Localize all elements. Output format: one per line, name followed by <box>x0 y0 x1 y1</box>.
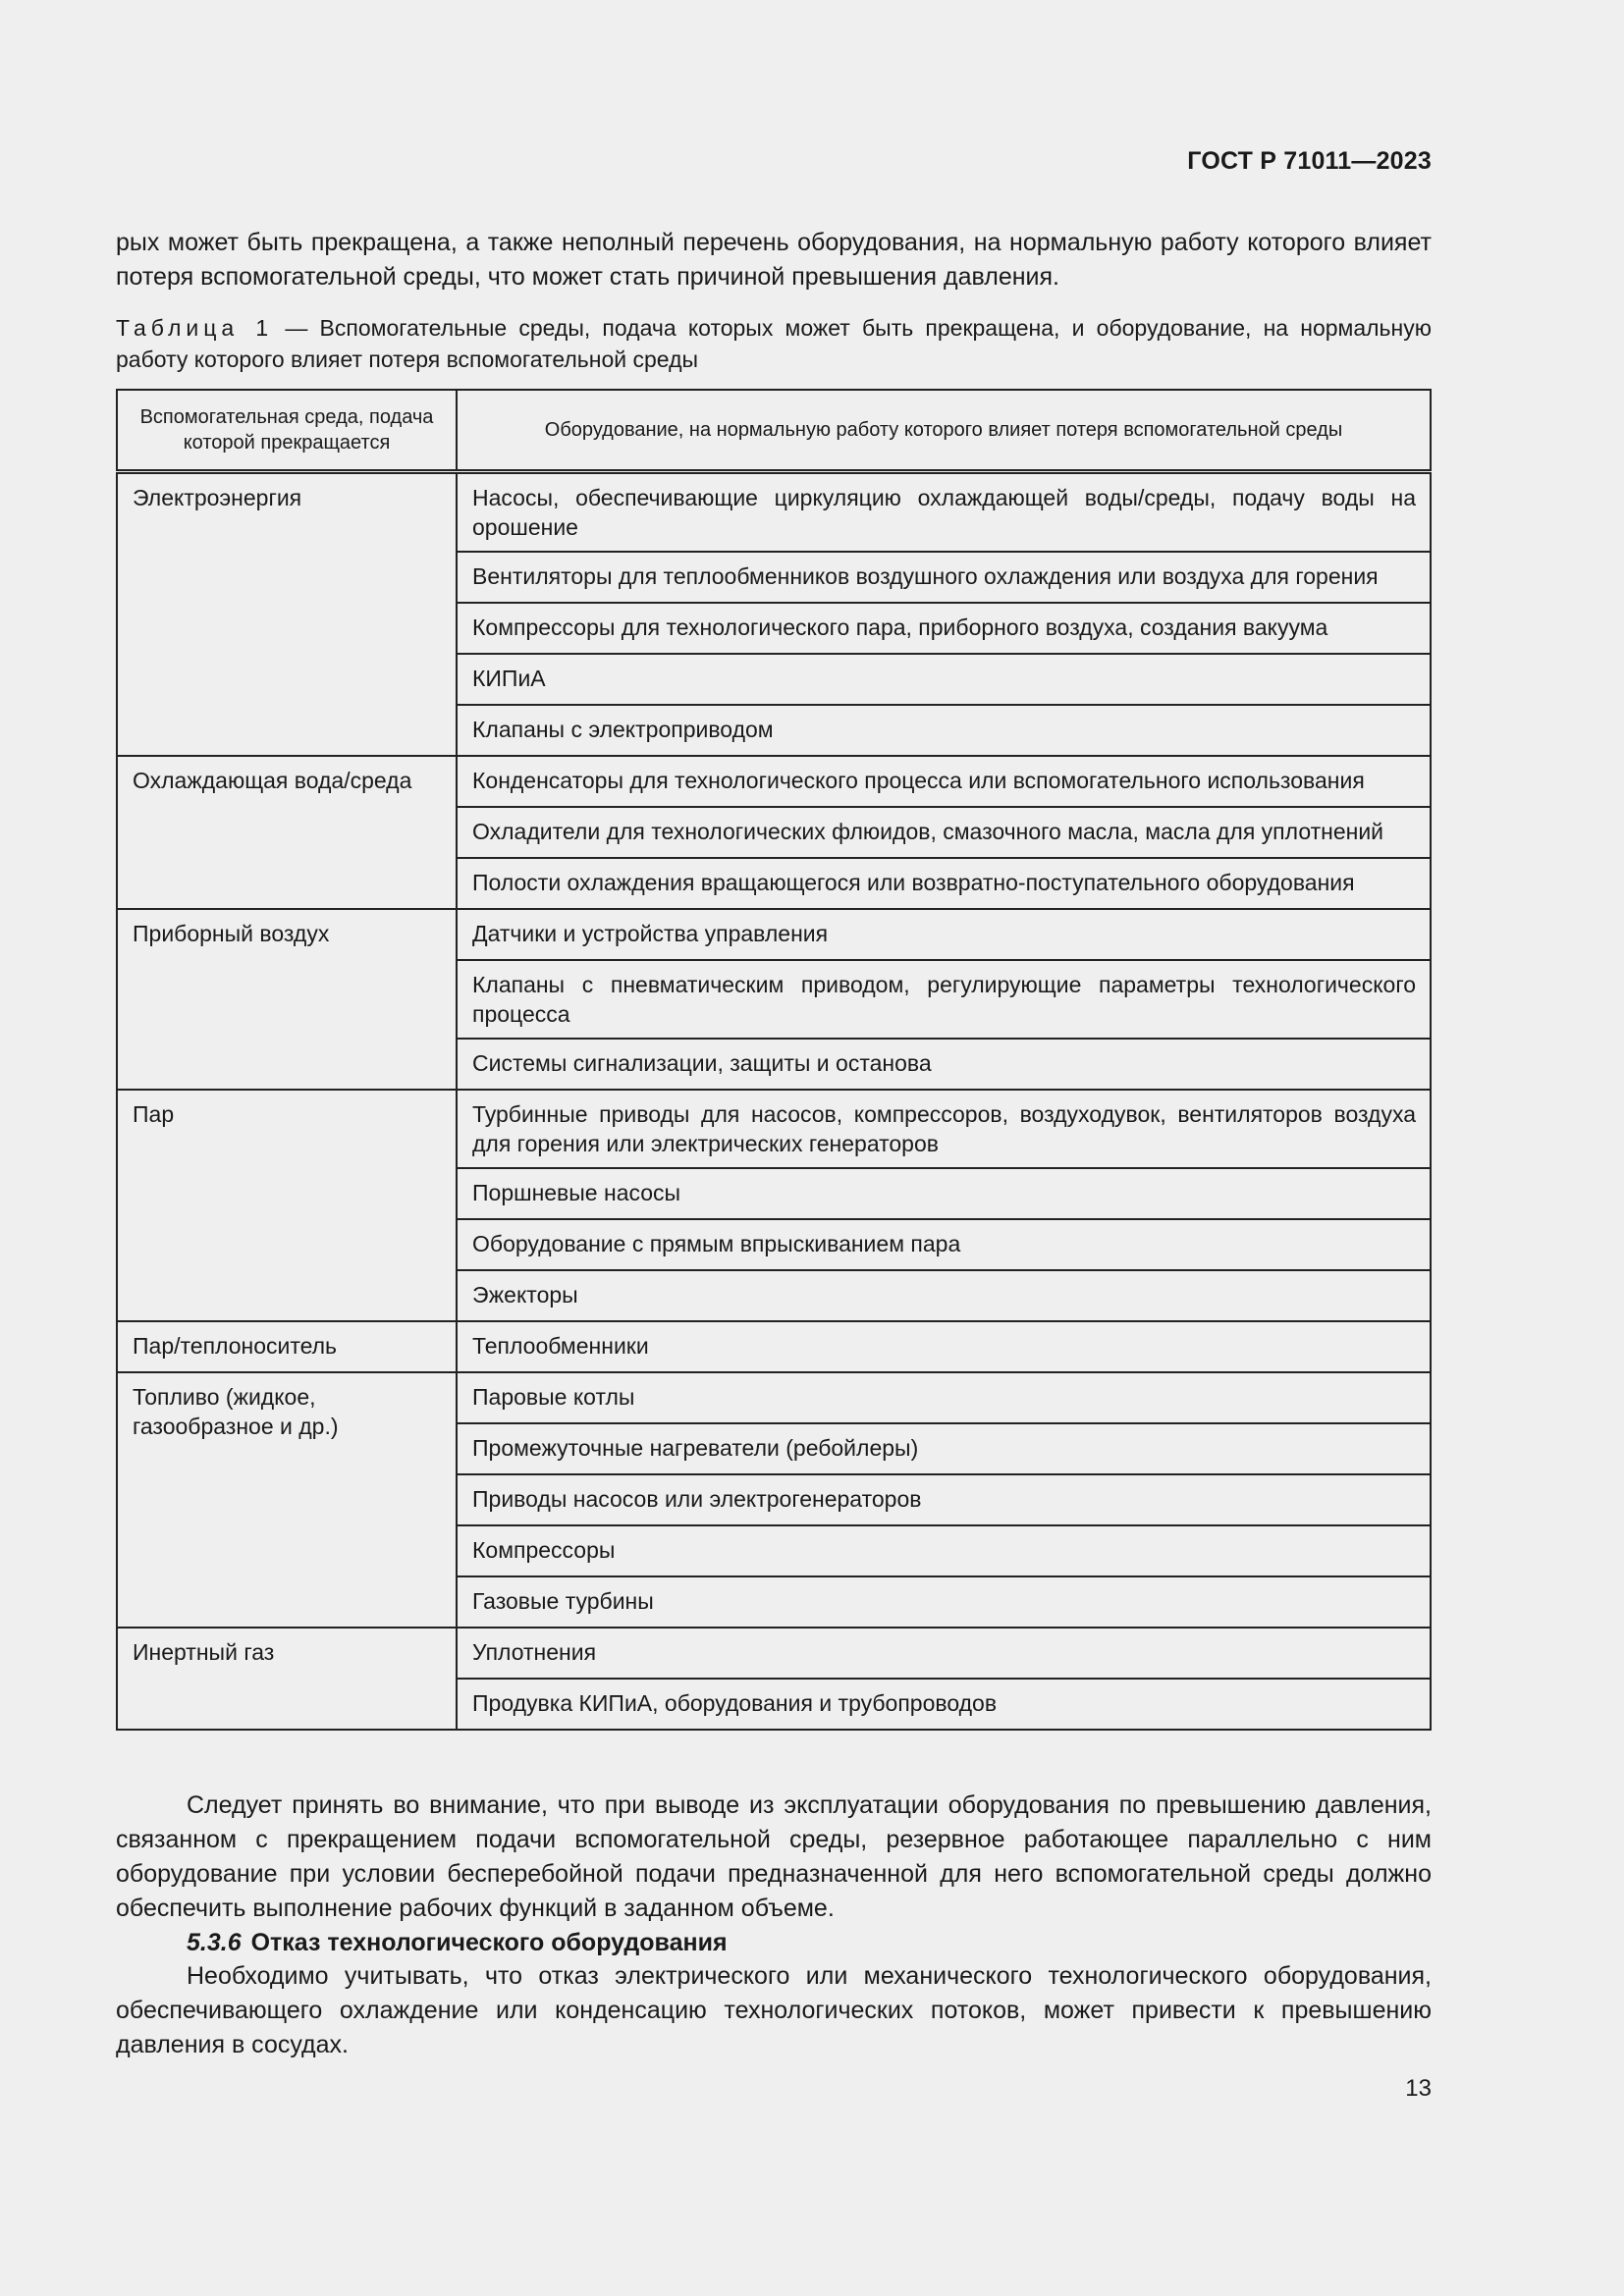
equipment-cell: Компрессоры для технологического пара, приборного воздуха, создания вакуума <box>457 603 1431 654</box>
section-paragraph: Необходимо учитывать, что отказ электрического или механического технологического оборудования, обеспечивающего охлаждение или конденсацию технологических потоков, может привести к превышению давления в сосудах. <box>116 1962 1432 2058</box>
table-row <box>117 909 1431 960</box>
equipment-cell: Полости охлаждения вращающегося или возвратно-поступательного оборудования <box>457 858 1431 909</box>
table-body <box>117 472 1431 1731</box>
column-header-medium: Вспомогательная среда, подача которой прекращается <box>117 390 457 472</box>
equipment-cell: Датчики и устройства управления <box>457 909 1431 960</box>
medium-cell: Топливо (жидкое, газообразное и др.) <box>117 1372 457 1628</box>
equipment-cell: Промежуточные нагреватели (ребойлеры) <box>457 1423 1431 1474</box>
equipment-cell: Клапаны с электроприводом <box>457 705 1431 756</box>
table-row <box>117 756 1431 807</box>
equipment-cell: Эжекторы <box>457 1270 1431 1321</box>
equipment-cell: Уплотнения <box>457 1628 1431 1679</box>
intro-paragraph: рых может быть прекращена, а также неполный перечень оборудования, на нормальную работу которого влияет потеря вспомогательной среды, что может стать причиной превышения давления. <box>116 229 1432 291</box>
equipment-cell: Вентиляторы для теплообменников воздушного охлаждения или воздуха для горения <box>457 552 1431 603</box>
medium-cell: Инертный газ <box>117 1628 457 1730</box>
document-id-header: ГОСТ Р 71011—2023 <box>1187 147 1432 175</box>
table-row <box>117 1628 1431 1679</box>
after-table-section <box>116 1789 1432 2062</box>
equipment-cell: Продувка КИПиА, оборудования и трубопроводов <box>457 1679 1431 1730</box>
equipment-cell: КИПиА <box>457 654 1431 705</box>
table-row <box>117 472 1431 553</box>
page-number: 13 <box>1405 2075 1432 2102</box>
section-title: Отказ технологического оборудования <box>250 1929 728 1956</box>
medium-cell: Приборный воздух <box>117 909 457 1090</box>
equipment-cell: Конденсаторы для технологического процесса или вспомогательного использования <box>457 756 1431 807</box>
medium-cell: Пар <box>117 1090 457 1321</box>
equipment-cell: Системы сигнализации, защиты и останова <box>457 1039 1431 1090</box>
equipment-cell: Турбинные приводы для насосов, компрессоров, воздуходувок, вентиляторов воздуха для горения или электрических генераторов <box>457 1090 1431 1168</box>
equipment-cell: Оборудование с прямым впрыскиванием пара <box>457 1219 1431 1270</box>
section-heading <box>116 1926 1432 1959</box>
table-header-row <box>117 390 1431 472</box>
table-caption <box>116 312 1432 375</box>
table-row <box>117 1321 1431 1372</box>
equipment-cell: Поршневые насосы <box>457 1168 1431 1219</box>
equipment-cell: Компрессоры <box>457 1525 1431 1576</box>
after-table-paragraph: Следует принять во внимание, что при выводе из эксплуатации оборудования по превышению давления, связанном с прекращением подачи вспомогательной среды, резервное работающее параллельно с ним оборудование при условии бесперебойной подачи предназначенной для него вспомогательной среды должно обеспечить выполнение рабочих функций в заданном объеме. <box>116 1791 1432 1922</box>
table-caption-lead: Таблица 1 <box>116 315 274 341</box>
column-header-equipment: Оборудование, на нормальную работу которого влияет потеря вспомогательной среды <box>457 390 1431 472</box>
auxiliary-media-table <box>116 389 1432 1731</box>
table-row <box>117 1372 1431 1423</box>
equipment-cell: Клапаны с пневматическим приводом, регулирующие параметры технологического процесса <box>457 960 1431 1039</box>
medium-cell: Пар/теплоноситель <box>117 1321 457 1372</box>
equipment-cell: Приводы насосов или электрогенераторов <box>457 1474 1431 1525</box>
table-row <box>117 1090 1431 1168</box>
equipment-cell: Паровые котлы <box>457 1372 1431 1423</box>
table-caption-text: — Вспомогательные среды, подача которых может быть прекращена, и оборудование, на нормальную работу которого влияет потеря вспомогательной среды <box>116 315 1432 372</box>
medium-cell: Электроэнергия <box>117 472 457 757</box>
equipment-cell: Насосы, обеспечивающие циркуляцию охлаждающей воды/среды, подачу воды на орошение <box>457 472 1431 553</box>
medium-cell: Охлаждающая вода/среда <box>117 756 457 909</box>
equipment-cell: Газовые турбины <box>457 1576 1431 1628</box>
section-number: 5.3.6 <box>187 1929 242 1956</box>
equipment-cell: Охладители для технологических флюидов, смазочного масла, масла для уплотнений <box>457 807 1431 858</box>
equipment-cell: Теплообменники <box>457 1321 1431 1372</box>
